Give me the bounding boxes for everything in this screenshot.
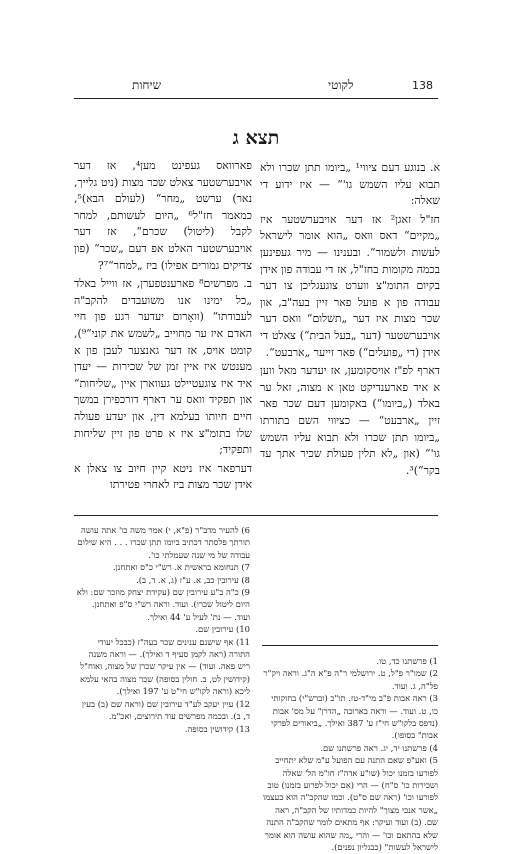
footnote: 5) ואע"פ שאם התנה עם הפועל ע"מ שלא יתחייב לפורעו בזמנו יכול (שו"ע אדה"ז חו"מ הל' שאלה ושכירות כו' ס"ח) — הרי (אם יכול לפרוע בזמנו) טוב לפורעו וכו' (ראה שם ס"ט). וכמו שהקב"ה הוא בעצמו „אשר אנכי מצוך" להיות כמדותיו של הקב"ה, ראה שם. (ב) ועוד ועיקר: אף מתאים לומר שהקב"ה התנה שלא בהתאם וכו' — והרי „מה שהוא עושה הוא אומר לישראל לעשות" (כבגליון נפנים).: [263, 755, 438, 853]
footnote: 13) קידושין בסופה.: [184, 723, 250, 734]
footnote: 10) עירובין שם.: [195, 624, 250, 635]
paragraph-bet: ב. מפרשים⁸ פארענטפערן, אז ווייל באלד „כל ימינו אנו משועבדים להקב"ה לעבודתו“ (וואָרום יעדער רגע פון חיי האדם איז ער מחוייב „לשמש את קוני“⁹), קומט אויס, אז דער גאנצער לעבן פון א מענטש איז איין זמן של שכירות — יעדן איד איז צוגעטיילט געווארן איין „שליחות“ און תפקיד וואס ער דארף דורכפירן במשך חיים חיותו בעלמא דין, און יעדע פעולה שלו בתומ"צ איז א פרט פון זיין שליחות ותפקיד;: [74, 277, 252, 457]
footnote: 3) ראה אבות פ"ב מי"ד-טז. תו"כ (וברש"י) בחוקותי כו, ט. ועוד. — וראה בארוכה „הדרן" על מס' אבות (נדפס בלקו"ש חי"ז ע' 387 ואילך. „ביאורים לפרקי אבות" בסופו).: [271, 693, 438, 741]
footnote: 11) אף שישנם ענינים שכר בעה"ז (כבכל יעודי התורה (ראה לקמן סעיף ד ואילך). — וראה משנה ריש פאה. ועוד) — אין עיקר שכרן של מצוה, ואוח"ל (קידושין לט, ב. חולין בסופה) שכר מצוה בהאי עלמא ליכא (וראה לקו"ש חי"ט ע' 197 ואילך).: [80, 636, 250, 697]
paragraph: פארוואס געפינט מען⁴, אז דער אויבערשטער צאלט שכר מצות (ניט גלייך, נאר) ערשט „מחר“ (לעולם הבא)⁵, כמאמר חז"ל⁶ „היום לעשותם, למחר לקבל (ליטול) שכרם“, אז דער אויבערשטער האלט אפ דעם „שכר“ (פון צדיקים גמורים אפילו) ביז „למחר“⁷?: [74, 159, 253, 272]
main-text-left-column: [74, 158, 252, 494]
footnotes-left: [74, 524, 250, 735]
section-title-block: [74, 127, 438, 151]
running-title-section: שיחות: [132, 78, 162, 92]
footnote: 6) להעיר מדב"ר (פ"א, י) אמר משה כו' אתה עושה תורתך פלסתר דכתיב ביומו תתן שכרו . . . היא שילום עבודה של מי שנה שעמלתי כו'.: [77, 525, 250, 560]
paragraph: חז"ל זאגן² אז דער אויבערשטער איז „מקיים“ דאס וואס „הוא אומר לישראל לעשות ולשמור“. ובענינו — מיר געפינען בכמה מקומות בחז"ל, אז די עבודה פון אידן בקיום התומ"צ ווערט צוגעגליכן צו דער עבודה פון א פועל פאר זיין בעה"ב, און שכר מצות איז דער „תשלום“ וואס דער אויבערשטער (דער „בעל הבית“) צאלט די אידן (די „פועלים“) פאר זייער „ארבעט“.: [260, 212, 440, 359]
footnote: 7) תנחומא בראשית א. רש"י כ"ס ואתחנן.: [112, 562, 250, 573]
paragraph: דערפאר איז ניטא קיין חיוב צו צאלן א אידן שכר מצות ביז לאחרי פטירתו: [74, 461, 252, 492]
footnote: 2) שמו"ר פ"ל, ט. ירושלמי ר"ה פ"א ה"ג. וראה ויק"ר פל"ה, ג. ועוד.: [263, 668, 438, 691]
footnote: 12) עיין יעקב לע"ד עירובין שם (וראה שם (ב) בעין ד, ב). ובכמה מפרשים עוד תירוצים, ואכ"מ.: [81, 698, 250, 722]
footnotes-right: [260, 655, 438, 854]
paragraph-aleph: א. בנוגע דעם ציווי¹ „ביומו תתן שכרו ולא תבוא עליו השמש גו'“ — איז ידוע די שאלה:: [260, 161, 440, 208]
page-number: 138: [412, 79, 433, 92]
footnote: 8) עירובין כב, א. ע"ז (ג, א. ד, ב).: [136, 574, 250, 585]
footnote-rule-right: [262, 645, 438, 646]
footnote: 4) פרשתנו יד, יג. ראה פרשתנו שם.: [320, 742, 438, 753]
footnote-rule-left: [74, 515, 438, 516]
header-rule: [74, 98, 438, 99]
section-title: תצא ג: [232, 127, 280, 149]
main-text-right-column: [260, 160, 440, 479]
footnote: 9) כ"ה ב"ע עירובין שם (עקידת יצחק מוזכר שם: ולא היום ליטול שכרו). ועוד. וראה רש"י ס"פ ואתחנן. ועוד. — נת' לעיל ע' 44 ואילך.: [76, 587, 250, 622]
footnote: 1) פרשתנו כד, טו.: [376, 656, 438, 666]
running-title-series: לקוטי: [328, 78, 354, 92]
paragraph: דארף לפ"ז אויסקומען, אז יעדער מאל ווען א איד פארענדיקט טאן א מצוה, זאל ער באלד („ביומו“) באקומען דעם שכר פאר זיין „ארבעט“ — כציווי השם בתורתו „ביומו תתן שכרו ולא תבוא עליו השמש גו'“ (און „לא תלין פעולת שכיר אתך עד בקר“)³.: [260, 364, 440, 477]
